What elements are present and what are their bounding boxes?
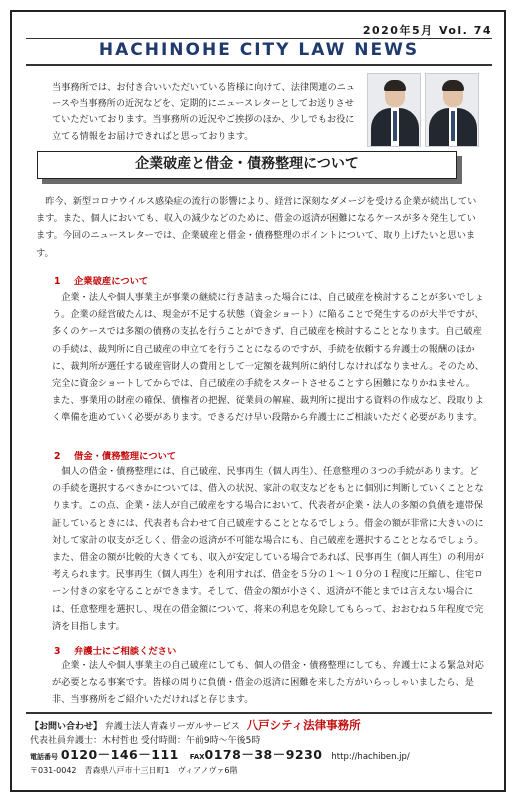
office-address: 〒031-0042 青森県八戸市十三日町1 ヴィアノヴァ6階 [30, 766, 238, 775]
article-title-box [37, 151, 462, 181]
lawyer-photo-right [425, 73, 479, 147]
section-3-heading: 3 弁護士にご相談ください [54, 646, 177, 657]
fax-number: 0178－38－9230 [204, 747, 323, 762]
section-1-heading: 1 企業破産について [54, 276, 149, 287]
greeting-text: 当事務所では、お付き合いいただいている皆様に向けて、法律関連のニュースや当事務所の近況などを、定期的にニュースレターとしてお送りさせていただいております。当事務所の近況やご挨拶のほか、少しでもお役に立てる情報をお届けできればと思っております。 [52, 82, 356, 142]
representative: 代表社員弁護士：木村哲也 [30, 736, 139, 746]
contact-footer [30, 718, 490, 778]
contact-label: 【お問い合わせ】 [30, 722, 103, 732]
firm-name: 八戸シティ法律事務所 [246, 718, 361, 732]
lawyer-photo-left [367, 73, 421, 147]
article-title: 企業破産と借金・債務整理について [37, 151, 457, 179]
section-2-body: 個人の借金・債務整理には、自己破産、民事再生（個人再生）、任意整理の３つの手続があります。どの手続を選択するべきかについては、借入の状況、家計の収支などをもとに個別に判断していくこととなります。この点、企業・法人が自己破産をする場合において、代表者が企業・法人の多額の負債を連帯保証しているときには、代表者も合わせて自己破産することとなるでしょう。借金の額が非常に大きいのに対して家計の収支が乏しく、借金の返済が不可能な場合にも、自己破産を選択することとなるでしょう。また、借金の額が比較的大きくても、収入が安定している場合であれば、民事再生（個人再生）の利用が考えられます。民事再生（個人再生）を利用すれば、借金を５分の１～１０分の１程度に圧縮し、住宅ローン付きの家を守ることができます。そして、借金の額が小さく、返済が不能とまでは言えない場合には、任意整理を選択し、現在の借金額について、将来の利息を免除してもらって、おおむね５年程度で完済を目指します。 [52, 466, 484, 632]
office-hours: 受付時間：午前9時～午後5時 [140, 736, 261, 746]
fax-label: FAX [189, 753, 205, 761]
intro-paragraph: 昨今、新型コロナウイルス感染症の流行の影響により、経営に深刻なダメージを受ける企業が続出しています。また、個人においても、収入の減少などのために、借金の返済が困難になるケースが多々発生しています。今回のニュースレターでは、企業破産と借金・債務整理のポイントについて、取り上げたいと思います。 [36, 196, 477, 259]
phone-number[interactable]: 0120－146－111 [60, 747, 179, 762]
section-1-body: 企業・法人や個人事業主が事業の継続に行き詰まった場合には、自己破産を検討することが多いでしょう。企業の経営破たんは、現金が不足する状態（資金ショート）に陥ることで発生するのが大半ですが、多くのケースでは多額の債務の支払を行うことができず、自己破産を検討することとなります。自己破産の手続は、裁判所に自己破産の申立てを行うことになるのですが、手続を依頼する弁護士の報酬のほかに、裁判所が選任する破産管財人の費用として一定額を裁判所に納付しなければなりません。そのため、完全に資金ショートしてからでは、自己破産の手続をスタートさせることすら困難になりかねません。また、事業用の財産の確保、債権者の把握、従業員の解雇、裁判所に提出する資料の作成など、段取りよく準備を進めていく必要があります。できるだけ早い段階から弁護士にご相談いただく必要があります。 [52, 292, 484, 424]
corporation-name: 弁護士法人青森リーガルサービス [104, 722, 240, 732]
newsletter-title: HACHINOHE CITY LAW NEWS [98, 40, 420, 60]
footer-rule [26, 712, 492, 714]
masthead-top-rule [26, 38, 492, 39]
website-link[interactable]: http://hachiben.jp/ [331, 752, 410, 762]
issue-label: 2020年5月 Vol. 74 [362, 24, 492, 37]
phone-label: 電話番号 [30, 753, 58, 761]
masthead-bottom-rule [26, 64, 492, 66]
section-2-heading: 2 借金・債務整理について [54, 451, 177, 462]
section-3-body: 企業・法人や個人事業主の自己破産にしても、個人の借金・債務整理にしても、弁護士による緊急対応が必要となる事案です。皆様の周りに負債・借金の返済に困難を来した方がいらっしゃいましたら、是非、当事務所をご紹介いただければと存じます。 [52, 660, 484, 706]
